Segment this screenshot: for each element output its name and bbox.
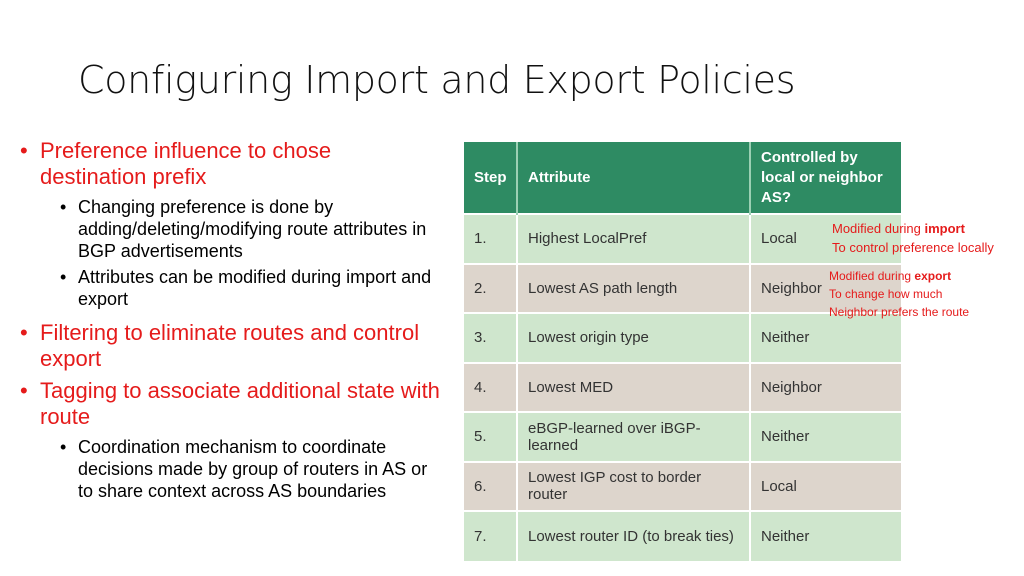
controlled-cell: Local bbox=[750, 462, 901, 512]
bullet-filtering: • Filtering to eliminate routes and control export bbox=[20, 320, 440, 372]
step-cell: 6. bbox=[464, 462, 517, 512]
step-cell: 5. bbox=[464, 412, 517, 462]
table-row bbox=[464, 412, 901, 462]
sub-bullet-attributes-modified: • Attributes can be modified during import and export bbox=[20, 266, 440, 310]
controlled-cell: Neither bbox=[750, 511, 901, 561]
attribute-cell: eBGP-learned over iBGP-learned bbox=[517, 412, 750, 462]
step-cell: 4. bbox=[464, 363, 517, 413]
attribute-cell: Highest LocalPref bbox=[517, 214, 750, 264]
bullet-list bbox=[20, 138, 440, 506]
table-row bbox=[464, 462, 901, 512]
table-row bbox=[464, 363, 901, 413]
export-annotation-line3: Neighbor prefers the route bbox=[829, 305, 970, 319]
slide-title: Configuring Import and Export Policies bbox=[78, 58, 796, 102]
export-annotation-line2: To change how much bbox=[829, 287, 943, 301]
controlled-cell: Neighbor bbox=[750, 363, 901, 413]
step-cell: 2. bbox=[464, 264, 517, 314]
attribute-cell: Lowest router ID (to break ties) bbox=[517, 511, 750, 561]
controlled-cell: Neither bbox=[750, 412, 901, 462]
header-step: Step bbox=[464, 142, 517, 214]
bullet-tagging: • Tagging to associate additional state with route bbox=[20, 378, 440, 430]
header-controlled-by: Controlled by local or neighbor AS? bbox=[750, 142, 901, 214]
table-row bbox=[464, 511, 901, 561]
export-annotation-line1: Modified during export bbox=[829, 269, 952, 283]
step-cell: 3. bbox=[464, 313, 517, 363]
controlled-cell: Local bbox=[750, 214, 901, 264]
step-cell: 1. bbox=[464, 214, 517, 264]
attribute-cell: Lowest origin type bbox=[517, 313, 750, 363]
header-attribute: Attribute bbox=[517, 142, 750, 214]
sub-bullet-changing-preference: • Changing preference is done by adding/deleting/modifying route attributes in BGP advertisements bbox=[20, 196, 440, 262]
import-annotation bbox=[832, 219, 994, 257]
controlled-cell: Neighbor bbox=[750, 264, 901, 314]
attribute-cell: Lowest MED bbox=[517, 363, 750, 413]
attribute-cell: Lowest IGP cost to border router bbox=[517, 462, 750, 512]
bgp-route-selection-table bbox=[464, 142, 901, 560]
controlled-cell: Neither bbox=[750, 313, 901, 363]
import-annotation-line2: To control preference locally bbox=[832, 240, 994, 255]
table-header-row bbox=[464, 142, 901, 214]
bullet-preference: • Preference influence to chose destination prefix bbox=[20, 138, 440, 190]
step-cell: 7. bbox=[464, 511, 517, 561]
import-annotation-line1: Modified during import bbox=[832, 221, 965, 236]
export-annotation bbox=[829, 267, 969, 321]
sub-bullet-coordination: • Coordination mechanism to coordinate decisions made by group of routers in AS or to share context across AS boundaries bbox=[20, 436, 440, 502]
attribute-cell: Lowest AS path length bbox=[517, 264, 750, 314]
